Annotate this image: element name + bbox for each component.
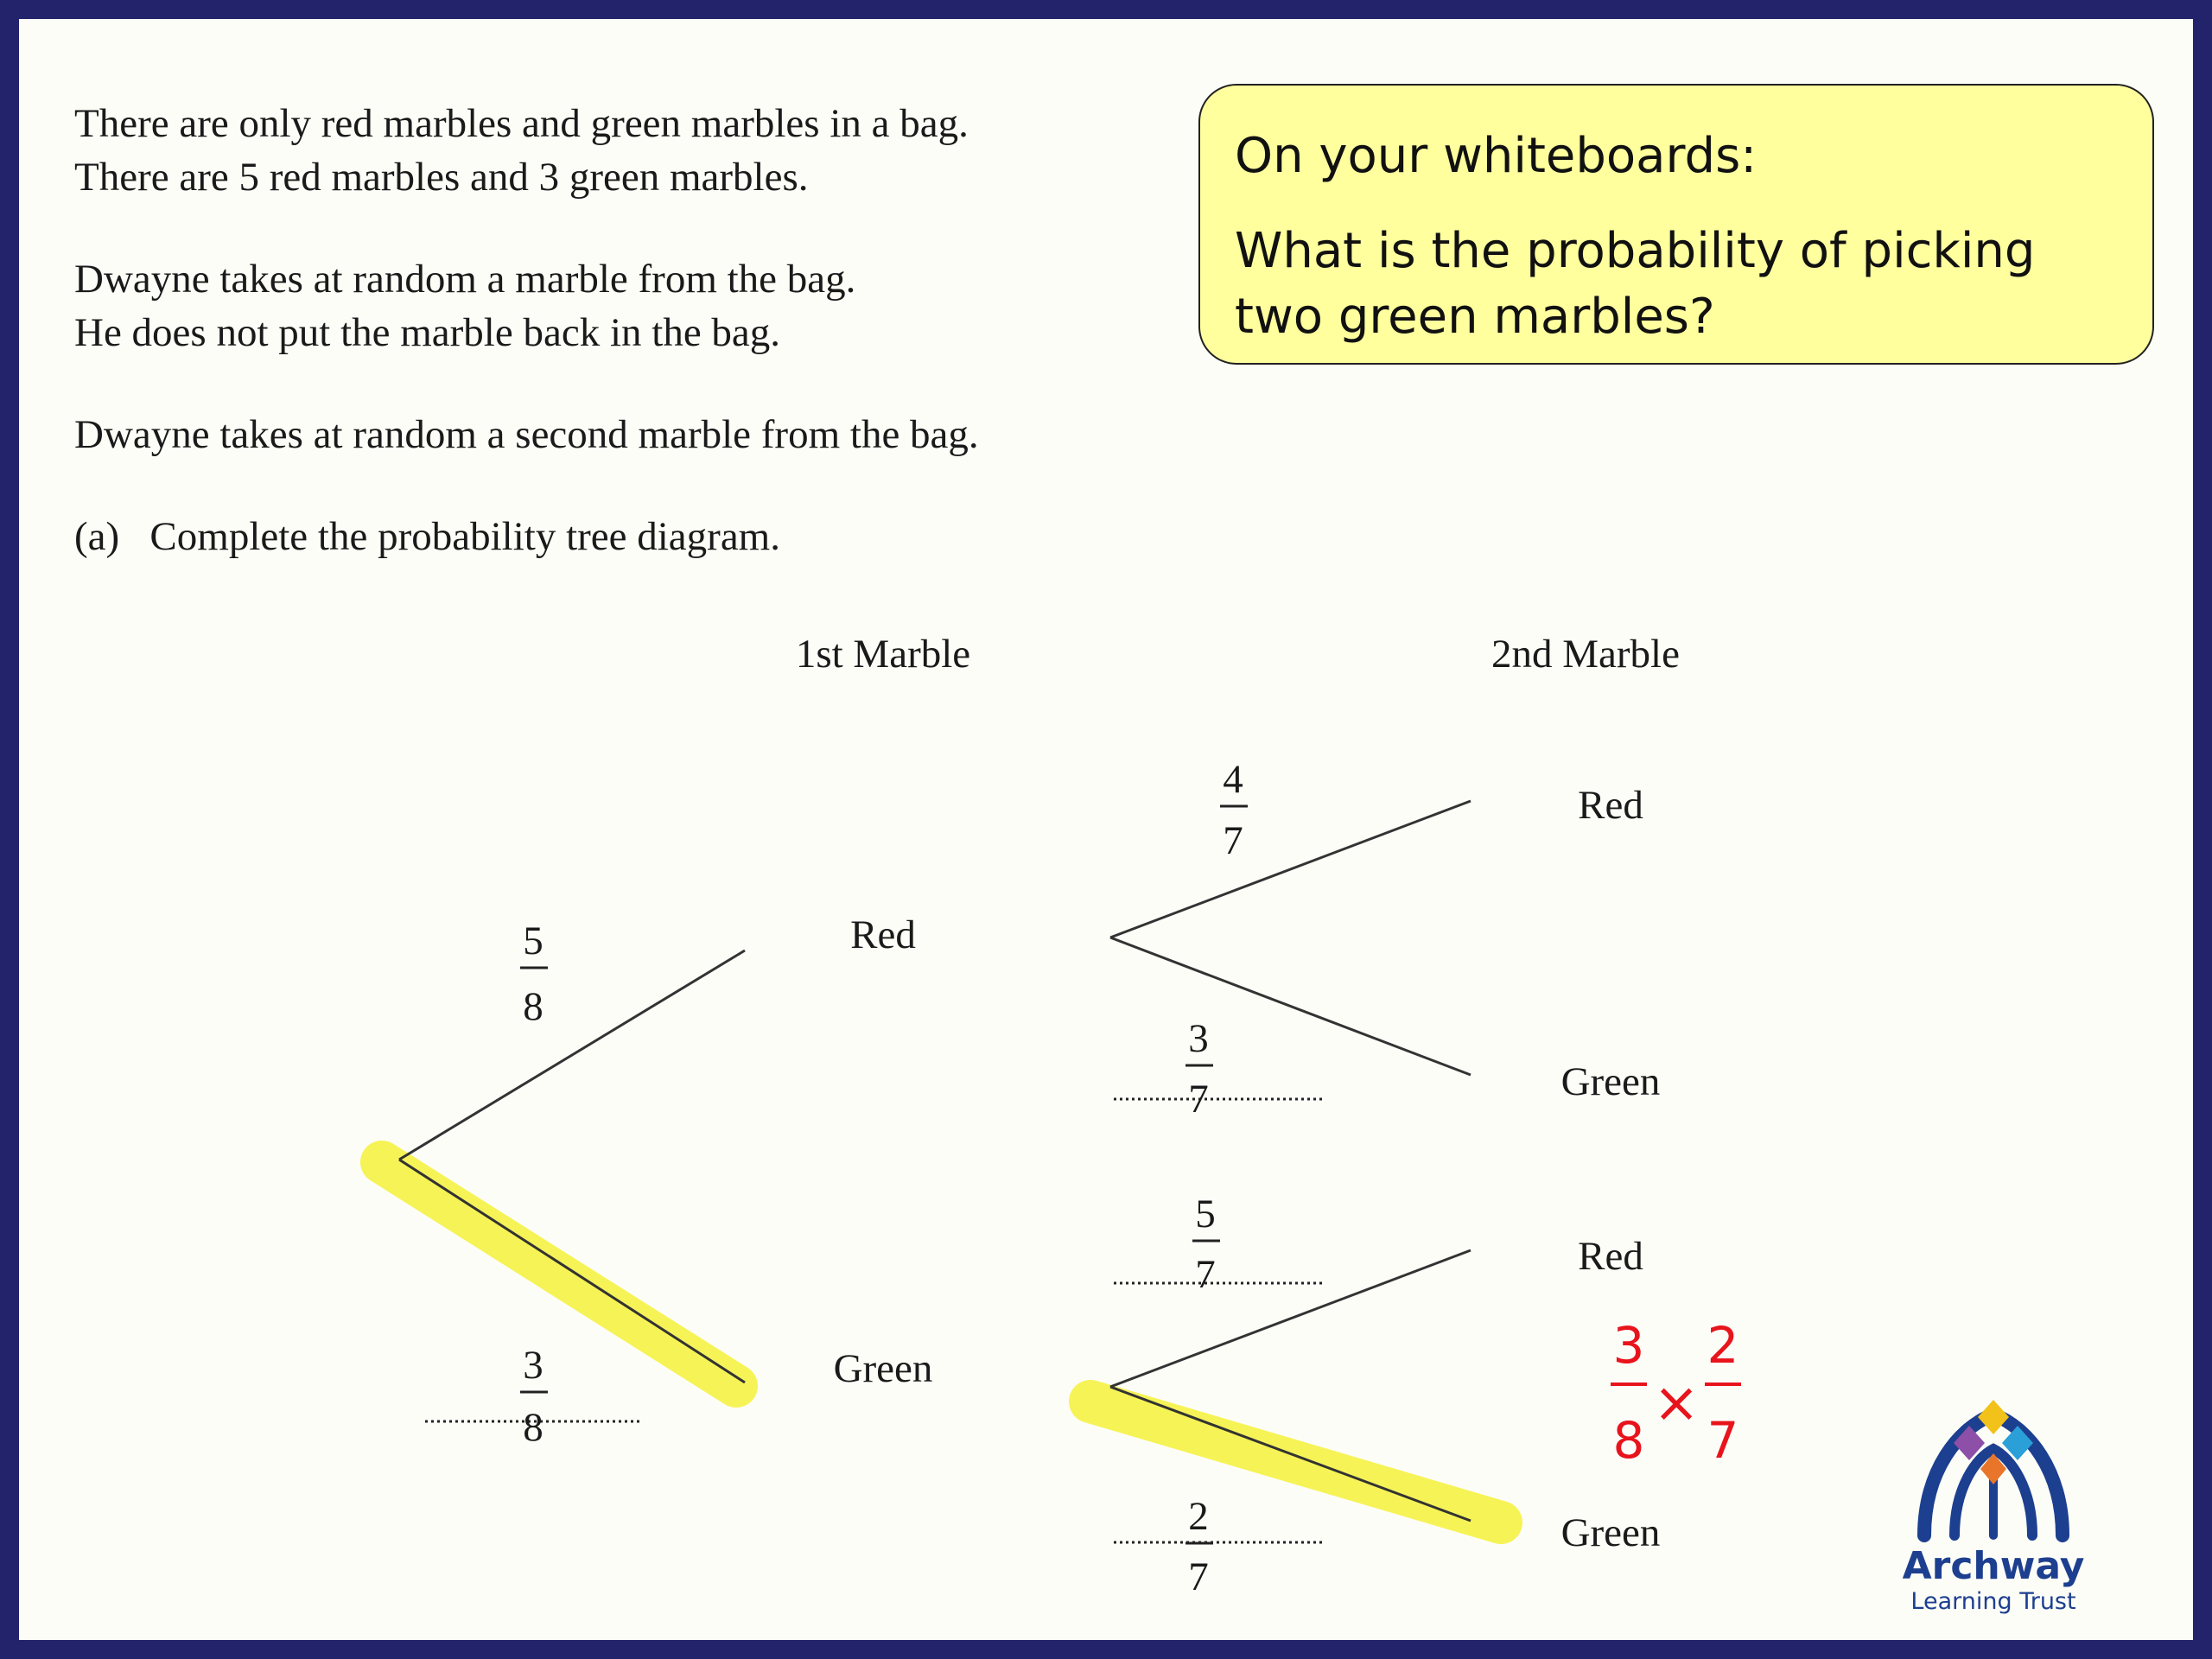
logo-tagline: Learning Trust bbox=[1910, 1588, 2076, 1615]
question-line-1: There are only red marbles and green marbles in a bag. bbox=[74, 101, 969, 146]
fraction-denominator: 7 bbox=[1188, 1554, 1209, 1599]
question-line-2: There are 5 red marbles and 3 green marbles. bbox=[74, 155, 809, 200]
fraction-3-8 bbox=[520, 1343, 548, 1450]
slide bbox=[19, 19, 2193, 1640]
fraction-4-7 bbox=[1220, 757, 1248, 863]
fraction-numerator: 2 bbox=[1188, 1494, 1209, 1539]
label-green-green: Green bbox=[1560, 1510, 1661, 1555]
logo-name: Archway bbox=[1902, 1544, 2085, 1588]
fraction-2-7 bbox=[1185, 1494, 1213, 1599]
label-green-red: Red bbox=[1578, 1234, 1643, 1279]
branch-red-green bbox=[1110, 938, 1471, 1075]
fraction-numerator: 3 bbox=[523, 1343, 543, 1388]
probability-tree bbox=[19, 19, 2193, 1640]
fraction-numerator: 4 bbox=[1223, 757, 1243, 802]
highlight-second-green-branch bbox=[1090, 1402, 1501, 1522]
multiply-sign: × bbox=[1653, 1371, 1700, 1435]
working-numerator-b: 2 bbox=[1707, 1316, 1739, 1375]
question-line-3: Dwayne takes at random a marble from the bag. bbox=[74, 257, 856, 302]
fraction-denominator: 8 bbox=[523, 1405, 543, 1450]
branch-green-red bbox=[1110, 1250, 1471, 1387]
header-second-marble: 2nd Marble bbox=[1491, 632, 1680, 677]
question-line-4: He does not put the marble back in the bag. bbox=[74, 310, 781, 355]
fraction-numerator: 5 bbox=[523, 918, 543, 963]
fraction-numerator: 5 bbox=[1195, 1192, 1216, 1236]
label-red-red: Red bbox=[1578, 783, 1643, 828]
label-red-green: Green bbox=[1560, 1059, 1661, 1104]
branch-first-red bbox=[399, 950, 745, 1160]
fraction-numerator: 3 bbox=[1188, 1016, 1209, 1061]
fraction-3-7 bbox=[1185, 1016, 1213, 1122]
fraction-5-8 bbox=[520, 918, 548, 1029]
label-first-green: Green bbox=[833, 1346, 933, 1391]
fraction-denominator: 7 bbox=[1223, 818, 1243, 863]
question-line-5: Dwayne takes at random a second marble from the bag. bbox=[74, 412, 979, 457]
archway-logo bbox=[1890, 1376, 2097, 1626]
fraction-denominator: 8 bbox=[523, 984, 543, 1029]
branch-red-red bbox=[1110, 801, 1471, 938]
label-first-red: Red bbox=[850, 912, 916, 957]
working-denominator-a: 8 bbox=[1612, 1411, 1645, 1470]
fraction-denominator: 7 bbox=[1188, 1077, 1209, 1122]
header-first-marble: 1st Marble bbox=[795, 632, 971, 677]
branch-first-green bbox=[399, 1160, 745, 1382]
fraction-5-7 bbox=[1192, 1192, 1220, 1297]
working-denominator-b: 7 bbox=[1707, 1411, 1739, 1470]
working-numerator-a: 3 bbox=[1612, 1316, 1645, 1375]
callout-heading: On your whiteboards: bbox=[1235, 128, 1758, 184]
highlight-first-green-branch bbox=[382, 1162, 736, 1386]
fraction-denominator: 7 bbox=[1195, 1252, 1216, 1297]
question-part-a: (a) Complete the probability tree diagram. bbox=[74, 514, 780, 559]
branch-green-green bbox=[1110, 1387, 1471, 1521]
working-calculation bbox=[1611, 1316, 1741, 1470]
callout-question: What is the probability of picking two green marbles? bbox=[1235, 223, 2036, 345]
